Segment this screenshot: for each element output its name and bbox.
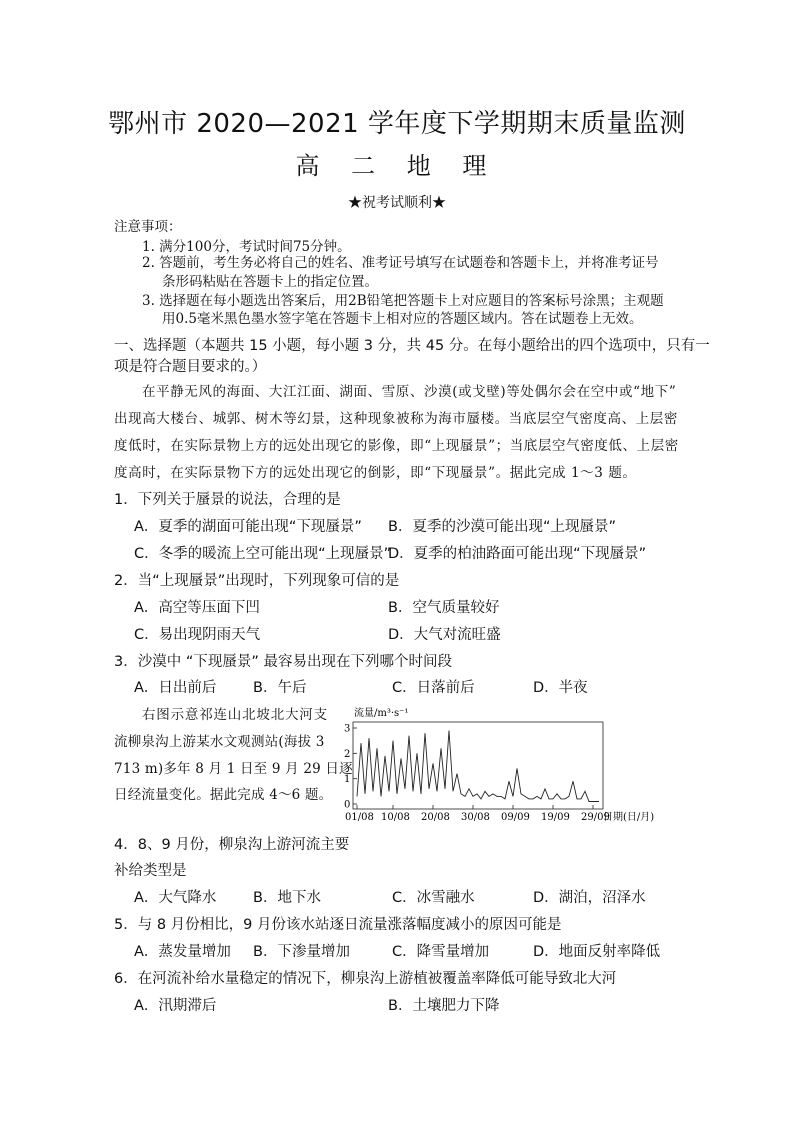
question-4-option-a: A．大气降水 bbox=[134, 890, 217, 906]
question-4-stem: 4．8、9 月份，柳泉沟上游河流主要 bbox=[114, 837, 350, 853]
notice-item: 3. 选择题在每小题选出答案后，用2B铅笔把答题卡上对应题目的答案标号涂黑；主观题 bbox=[142, 293, 664, 309]
question-4-stem-cont: 补给类型是 bbox=[114, 863, 187, 879]
question-6-option-a: A．汛期滞后 bbox=[134, 998, 217, 1014]
passage-line: 度高时，在实际景物下方的远处出现它的倒影，即“下现蜃景”。据此完成 1～3 题。 bbox=[114, 465, 637, 481]
x-tick-label: 20/08 bbox=[421, 812, 450, 823]
good-luck-line: ★祝考试顺利★ bbox=[348, 195, 446, 211]
question-2-stem: 2．当“上现蜃景”出现时，下列现象可信的是 bbox=[114, 573, 400, 589]
question-5-stem: 5．与 8 月份相比，9 月份该水站逐日流量涨落幅度减小的原因可能是 bbox=[114, 917, 562, 933]
exam-subject: 高 二 地 理 bbox=[295, 152, 499, 180]
x-axis-label: 日期(日/月) bbox=[603, 812, 655, 823]
question-2-option-c: C．易出现阴雨天气 bbox=[134, 627, 261, 643]
question-3-option-d: D．半夜 bbox=[533, 680, 588, 696]
section-heading: 一、选择题（本题共 15 小题，每小题 3 分，共 45 分。在每小题给出的四个选项中，只有一 bbox=[114, 338, 710, 354]
notice-heading: 注意事项： bbox=[114, 219, 182, 235]
flow-series-line bbox=[357, 731, 599, 802]
passage-line: 日经流量变化。据此完成 4～6 题。 bbox=[114, 787, 333, 803]
question-2-option-b: B．空气质量较好 bbox=[388, 600, 500, 616]
notice-item: 1. 满分100分，考试时间75分钟。 bbox=[142, 239, 351, 255]
y-tick-label: 3 bbox=[344, 723, 351, 735]
x-tick-label: 01/08 bbox=[345, 812, 374, 823]
x-tick-label: 10/08 bbox=[381, 812, 410, 823]
question-5-option-c: C．降雪量增加 bbox=[392, 944, 490, 960]
question-1-option-b: B．夏季的沙漠可能出现“上现蜃景” bbox=[388, 519, 616, 535]
plot-frame bbox=[353, 722, 603, 809]
notice-item: 用0.5毫米黑色墨水签字笔在答题卡上相对应的答题区域内。答在试题卷上无效。 bbox=[162, 311, 643, 327]
question-4-option-c: C．冰雪融水 bbox=[392, 890, 475, 906]
question-1-stem: 1．下列关于蜃景的说法，合理的是 bbox=[114, 492, 341, 508]
y-axis-label: 流量/m³·s⁻¹ bbox=[354, 708, 409, 719]
question-6-stem: 6．在河流补给水量稳定的情况下，柳泉沟上游植被覆盖率降低可能导致北大河 bbox=[114, 971, 617, 987]
question-6-option-b: B．土壤肥力下降 bbox=[388, 998, 500, 1014]
question-4-option-d: D．湖泊，沼泽水 bbox=[533, 890, 646, 906]
notice-item: 2. 答题前，考生务必将自己的姓名、准考证号填写在试题卷和答题卡上，并将准考证号 bbox=[142, 255, 659, 271]
question-2-option-d: D．大气对流旺盛 bbox=[388, 627, 501, 643]
question-4-option-b: B．地下水 bbox=[253, 890, 321, 906]
question-1-option-c: C．冬季的暖流上空可能出现“上现蜃景” bbox=[134, 546, 392, 562]
passage-line: 右图示意祁连山北坡北大河支 bbox=[142, 707, 328, 723]
question-1-option-a: A．夏季的湖面可能出现“下现蜃景” bbox=[134, 519, 362, 535]
passage-line: 713 m)多年 8 月 1 日至 9 月 29 日逐 bbox=[114, 761, 353, 777]
passage-line: 在平静无风的海面、大江江面、湖面、雪原、沙漠(或戈壁)等处偶尔会在空中或“地下” bbox=[142, 384, 677, 400]
passage-line: 度低时，在实际景物上方的远处出现它的影像，即“上现蜃景”；当底层空气密度低、上层密 bbox=[114, 438, 679, 454]
question-3-stem: 3．沙漠中 “下现蜃景” 最容易出现在下列哪个时间段 bbox=[114, 654, 452, 670]
x-tick-label: 29/09 bbox=[581, 812, 610, 823]
question-3-option-a: A．日出前后 bbox=[134, 680, 217, 696]
x-tick-label: 30/08 bbox=[461, 812, 490, 823]
passage-line: 出现高大楼台、城郭、树木等幻景，这种现象被称为海市蜃楼。当底层空气密度高、上层密 bbox=[114, 411, 678, 427]
exam-title: 鄂州市 2020—2021 学年度下学期期末质量监测 bbox=[108, 109, 686, 139]
question-2-option-a: A．高空等压面下凹 bbox=[134, 600, 260, 616]
x-tick-label: 09/09 bbox=[501, 812, 530, 823]
question-3-option-b: B．午后 bbox=[253, 680, 307, 696]
passage-line: 流柳泉沟上游某水文观测站(海拔 3 bbox=[114, 734, 325, 750]
question-3-option-c: C．日落前后 bbox=[392, 680, 475, 696]
question-1-option-d: D．夏季的柏油路面可能出现“下现蜃景” bbox=[388, 546, 647, 562]
question-5-option-b: B．下渗量增加 bbox=[253, 944, 350, 960]
y-tick-label: 1 bbox=[344, 774, 351, 786]
section-heading-cont: 项是符合题目要求的。） bbox=[114, 359, 267, 375]
y-tick-label: 0 bbox=[344, 799, 351, 811]
x-tick-label: 19/09 bbox=[541, 812, 570, 823]
y-tick-label: 2 bbox=[344, 748, 351, 760]
notice-item: 条形码粘贴在答题卡上的指定位置。 bbox=[162, 274, 378, 290]
question-5-option-a: A．蒸发量增加 bbox=[134, 944, 231, 960]
question-5-option-d: D．地面反射率降低 bbox=[533, 944, 661, 960]
streamflow-chart bbox=[340, 700, 670, 830]
